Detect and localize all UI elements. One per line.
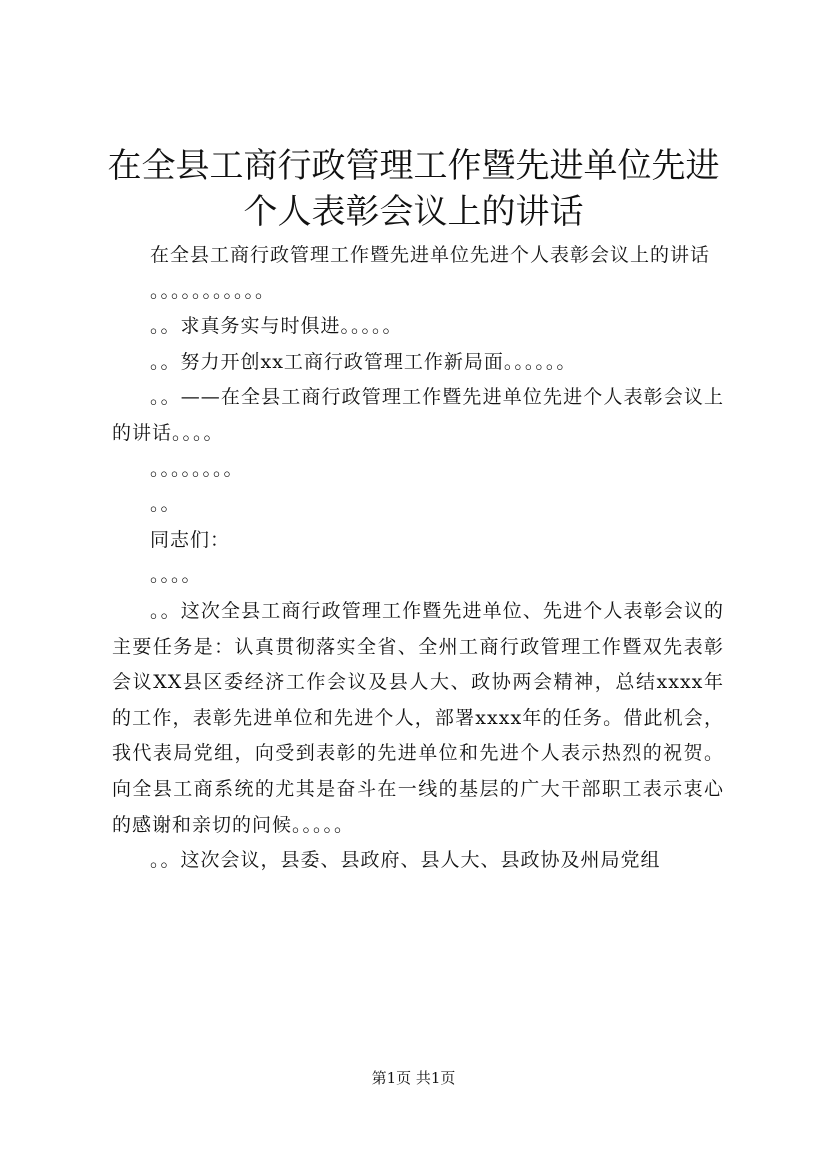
paragraph: 。。。。。。。。。。。: [150, 279, 276, 302]
paragraph: 。。求真务实与时俱进。。。。。: [150, 315, 403, 338]
document-title: 在全县工商行政管理工作暨先进单位先进个人表彰会议上的讲话: [107, 146, 720, 232]
paragraph: 。。——在全县工商行政管理工作暨先进单位先进个人表彰会议上的讲话。。。。: [112, 386, 724, 444]
paragraph: 在全县工商行政管理工作暨先进单位先进个人表彰会议上的讲话: [150, 244, 711, 266]
paragraph: 。。这次全县工商行政管理工作暨先进单位、先进个人表彰会议的主要任务是：认真贯彻落实全省、全州工商行政管理工作暨双先表彰会议XX县区委经济工作会议及县人大、政协两会精神，总结xxxx年的工作，表彰先进单位和先进个人，部署xxxx年的任务。借此机会，我代表局党组，向受到表彰的先进单位和先进个人表示热烈的祝贺。向全县工商系统的尤其是奋斗在一线的基层的广大干部职工表示衷心的感谢和亲切的问候。。。。。: [112, 599, 724, 836]
paragraph: 同志们：: [150, 528, 231, 551]
paragraph: 。。努力开创xx工商行政管理工作新局面。。。。。。: [150, 350, 577, 373]
page-footer: 第1页 共1页: [371, 1069, 456, 1087]
document-body: [112, 238, 724, 879]
paragraph: 。。: [150, 493, 181, 516]
paragraph: 。。。。。。。。: [150, 457, 244, 480]
paragraph: 。。这次会议，县委、县政府、县人大、县政协及州局党组: [150, 849, 661, 872]
paragraph: 。。。。: [150, 564, 202, 587]
